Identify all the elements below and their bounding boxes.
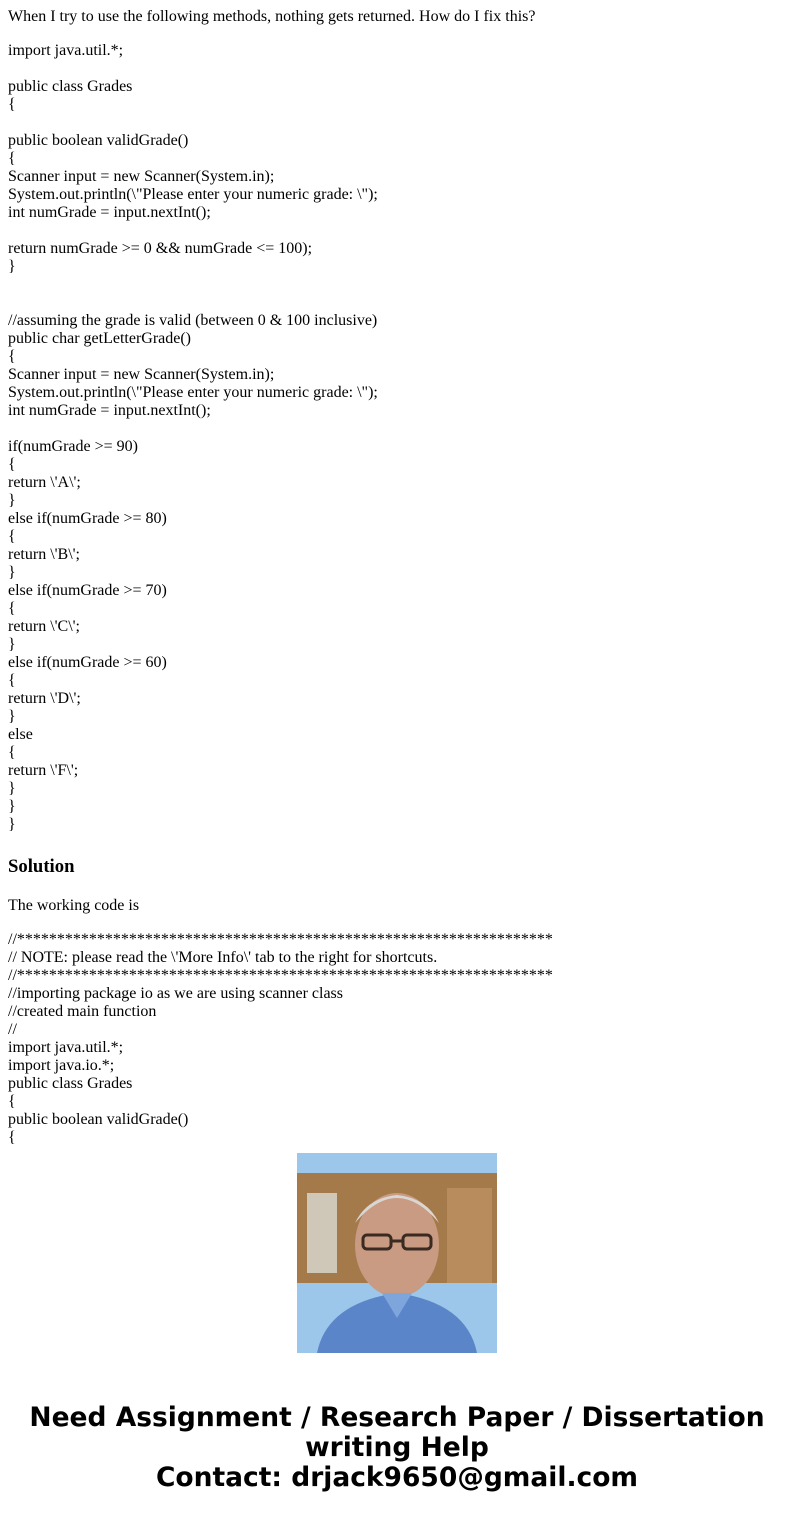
code-line: } (8, 708, 16, 725)
code-line: { (8, 744, 16, 761)
solution-intro: The working code is (8, 897, 140, 914)
code-line: Scanner input = new Scanner(System.in); (8, 366, 275, 383)
code-line: //******************************************************************* (8, 931, 553, 948)
code-line: { (8, 96, 16, 113)
footer-line-1: Need Assignment / Research Paper / Dissertation (29, 1402, 765, 1433)
code-line (8, 222, 778, 240)
code-line: } (8, 564, 16, 581)
code-line: } (8, 258, 16, 275)
code-line: // (8, 1021, 17, 1038)
spacer (8, 26, 778, 42)
code-line: //importing package io as we are using scanner class (8, 985, 343, 1002)
code-line: public boolean validGrade() (8, 1111, 189, 1128)
code-line: else (8, 726, 33, 743)
code-line: { (8, 456, 16, 473)
code-line: System.out.println(\"Please enter your numeric grade: \"); (8, 384, 378, 401)
code-line: { (8, 1129, 16, 1146)
code-line: } (8, 492, 16, 509)
code-line: } (8, 780, 16, 797)
code-line: int numGrade = input.nextInt(); (8, 204, 211, 221)
code-line: else if(numGrade >= 60) (8, 654, 167, 671)
code-line: { (8, 600, 16, 617)
code-line: } (8, 816, 16, 833)
code-line: //created main function (8, 1003, 157, 1020)
code-line: return \'A\'; (8, 474, 81, 491)
code-line: return \'F\'; (8, 762, 79, 779)
code-line: // NOTE: please read the \'More Info\' tab to the right for shortcuts. (8, 949, 438, 966)
code-line: public class Grades (8, 78, 133, 95)
code-line: { (8, 672, 16, 689)
code-line: else if(numGrade >= 70) (8, 582, 167, 599)
code-line: import java.util.*; (8, 42, 124, 59)
code-line: return \'D\'; (8, 690, 81, 707)
code-line: public boolean validGrade() (8, 132, 189, 149)
code-line: if(numGrade >= 90) (8, 438, 139, 455)
code-line (8, 60, 778, 78)
code-line (8, 294, 778, 312)
code-line (8, 276, 778, 294)
code-line: else if(numGrade >= 80) (8, 510, 167, 527)
footer-banner (0, 1403, 794, 1493)
code-line: { (8, 348, 16, 365)
code-line: { (8, 528, 16, 545)
code-line: int numGrade = input.nextInt(); (8, 402, 211, 419)
code-line: return \'C\'; (8, 618, 80, 635)
code-line: return numGrade >= 0 && numGrade <= 100); (8, 240, 313, 257)
code-line: public class Grades (8, 1075, 133, 1092)
code-line: { (8, 150, 16, 167)
footer-line-2: writing Help (305, 1432, 489, 1463)
code-line: public char getLetterGrade() (8, 330, 192, 347)
code-line (8, 420, 778, 438)
code-line: //******************************************************************* (8, 967, 553, 984)
code-line: System.out.println(\"Please enter your numeric grade: \"); (8, 186, 378, 203)
code-line: } (8, 636, 16, 653)
solution-heading: Solution (8, 856, 75, 877)
code-line: return \'B\'; (8, 546, 80, 563)
main-content (8, 7, 778, 1146)
code-line: import java.util.*; (8, 1039, 124, 1056)
code-line: } (8, 798, 16, 815)
question-code-block (8, 42, 778, 834)
question-text: When I try to use the following methods, nothing gets returned. How do I fix this? (8, 8, 536, 25)
code-line: Scanner input = new Scanner(System.in); (8, 168, 275, 185)
author-photo-icon (297, 1153, 497, 1353)
code-line: { (8, 1093, 16, 1110)
solution-code-block (8, 931, 778, 1146)
code-line: //assuming the grade is valid (between 0 & 100 inclusive) (8, 312, 378, 329)
footer-line-3: Contact: drjack9650@gmail.com (155, 1462, 639, 1493)
author-avatar (297, 1153, 497, 1353)
code-line: import java.io.*; (8, 1057, 115, 1074)
code-line (8, 114, 778, 132)
